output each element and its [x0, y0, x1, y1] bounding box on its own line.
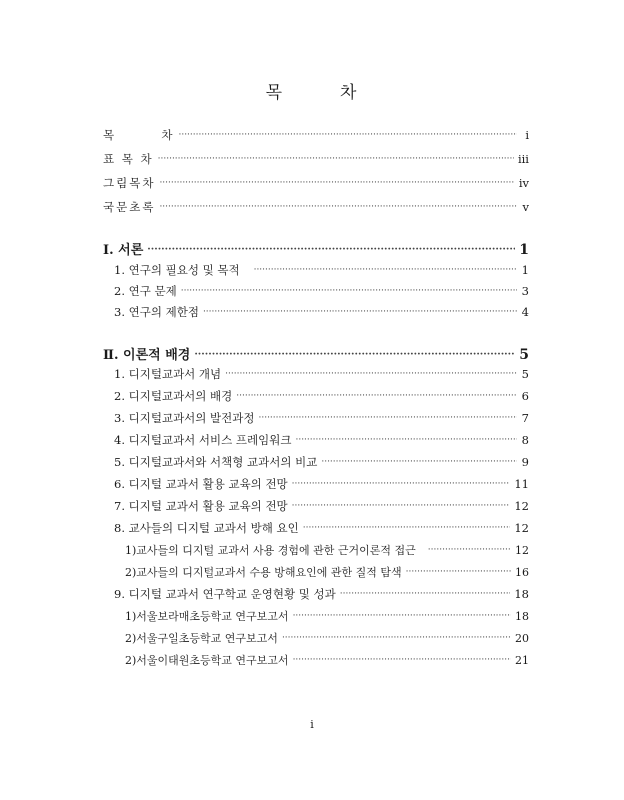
toc-entry-label: 목 차: [103, 128, 175, 142]
toc-entry-figures[interactable]: [103, 175, 529, 191]
toc-entry-label: 표 목 차: [103, 152, 154, 166]
toc-section-page: 12: [514, 499, 529, 513]
toc-section[interactable]: [114, 262, 529, 278]
toc-section-page: 7: [521, 411, 529, 425]
toc-section-label: 3. 디지털교과서의 발전과정: [114, 411, 255, 425]
dot-leader: [158, 154, 514, 164]
dot-leader: [295, 435, 517, 445]
toc-entry-contents[interactable]: [103, 127, 529, 143]
dot-leader: [181, 286, 517, 296]
toc-subsection-label: 2)서울이태원초등학교 연구보고서: [125, 654, 289, 667]
toc-section-label: 7. 디지털 교과서 활용 교육의 전망: [114, 499, 288, 513]
toc-chapter-page: 5: [519, 347, 529, 363]
toc-section-label: 9. 디지털 교과서 연구학교 운영현황 및 성과: [114, 587, 336, 601]
dot-leader: [178, 130, 517, 140]
toc-entry-tables[interactable]: [103, 151, 529, 167]
dot-leader: [203, 307, 517, 317]
toc-section-page: 4: [521, 305, 529, 319]
toc-subsection-page: 21: [515, 654, 529, 667]
toc-chapter-2[interactable]: [103, 344, 529, 363]
dot-leader: [236, 391, 517, 401]
toc-section-label: 4. 디지털교과서 서비스 프레임워크: [114, 433, 292, 447]
toc-entry-abstract[interactable]: [103, 199, 529, 215]
toc-subsection-page: 12: [515, 544, 529, 557]
toc-section[interactable]: [114, 476, 529, 492]
toc-section[interactable]: [114, 586, 529, 602]
dot-leader: [282, 633, 511, 643]
toc-chapter-page: 1: [519, 242, 529, 258]
toc-subsection[interactable]: [125, 542, 529, 558]
toc-subsection-label: 2)서울구일초등학교 연구보고서: [125, 632, 278, 645]
dot-leader: [321, 457, 517, 467]
toc-section[interactable]: [114, 304, 529, 320]
toc-subsection[interactable]: [125, 652, 529, 668]
toc-chapter-label: Ⅰ. 서론: [103, 243, 144, 258]
toc-section[interactable]: [114, 410, 529, 426]
page-title: [0, 78, 624, 103]
toc-section[interactable]: [114, 520, 529, 536]
title-part-2: 차: [340, 83, 359, 103]
dot-leader: [258, 413, 517, 423]
dot-leader: [159, 178, 514, 188]
dot-leader: [406, 567, 511, 577]
toc-subsection[interactable]: [125, 630, 529, 646]
toc-section-page: 1: [521, 263, 529, 277]
toc-entry-page: iv: [518, 176, 529, 190]
toc-section[interactable]: [114, 454, 529, 470]
dot-leader: [428, 545, 511, 555]
toc-section-page: 11: [514, 477, 529, 491]
dot-leader: [147, 244, 515, 255]
dot-leader: [292, 479, 511, 489]
toc-section[interactable]: [114, 388, 529, 404]
toc-section-label: 6. 디지털 교과서 활용 교육의 전망: [114, 477, 288, 491]
dot-leader: [293, 611, 511, 621]
toc-section-label: 2. 연구 문제: [114, 284, 177, 298]
toc-section-label: 3. 연구의 제한점: [114, 305, 199, 319]
toc-chapter-label: Ⅱ. 이론적 배경: [103, 348, 191, 363]
toc-subsection-label: 2)교사들의 디지털교과서 수용 방해요인에 관한 질적 탐색: [125, 566, 402, 579]
toc-section-page: 18: [514, 587, 529, 601]
toc-section-label: 2. 디지털교과서의 배경: [114, 389, 233, 403]
toc-section[interactable]: [114, 283, 529, 299]
toc-section[interactable]: [114, 498, 529, 514]
toc-entry-label: 그림목차: [103, 176, 156, 190]
toc-section-page: 6: [521, 389, 529, 403]
toc-section-page: 12: [514, 521, 529, 535]
toc-section-page: 9: [521, 455, 529, 469]
toc-entry-page: i: [525, 128, 529, 142]
dot-leader: [340, 589, 511, 599]
toc-subsection-page: 18: [515, 610, 529, 623]
toc-chapter-1[interactable]: [103, 239, 529, 258]
toc-subsection-label: 1)서울보라매초등학교 연구보고서: [125, 610, 289, 623]
dot-leader: [159, 202, 517, 212]
toc-subsection[interactable]: [125, 608, 529, 624]
dot-leader: [194, 349, 515, 360]
toc-section-page: 3: [521, 284, 529, 298]
dot-leader: [254, 265, 517, 275]
page-number: i: [310, 718, 314, 731]
toc-section[interactable]: [114, 366, 529, 382]
dot-leader: [303, 523, 511, 533]
dot-leader: [293, 655, 511, 665]
toc-section-label: 5. 디지털교과서와 서책형 교과서의 비교: [114, 455, 318, 469]
dot-leader: [292, 501, 511, 511]
toc-subsection-page: 20: [515, 632, 529, 645]
toc-entry-page: v: [522, 200, 529, 214]
toc-subsection-page: 16: [515, 566, 529, 579]
title-part-1: 목: [265, 83, 284, 103]
toc-subsection-label: 1)교사들의 디지털 교과서 사용 경험에 관한 근거이론적 접근: [125, 544, 416, 557]
toc-entry-page: iii: [517, 152, 529, 166]
toc-section-label: 1. 디지털교과서 개념: [114, 367, 222, 381]
toc-section-label: 1. 연구의 필요성 및 목적: [114, 263, 240, 277]
toc-entry-label: 국문초록: [103, 200, 156, 214]
toc-subsection[interactable]: [125, 564, 529, 580]
toc-section-page: 5: [521, 367, 529, 381]
dot-leader: [225, 369, 517, 379]
toc-section[interactable]: [114, 432, 529, 448]
toc-section-label: 8. 교사들의 디지털 교과서 방해 요인: [114, 521, 299, 535]
toc-section-page: 8: [521, 433, 529, 447]
